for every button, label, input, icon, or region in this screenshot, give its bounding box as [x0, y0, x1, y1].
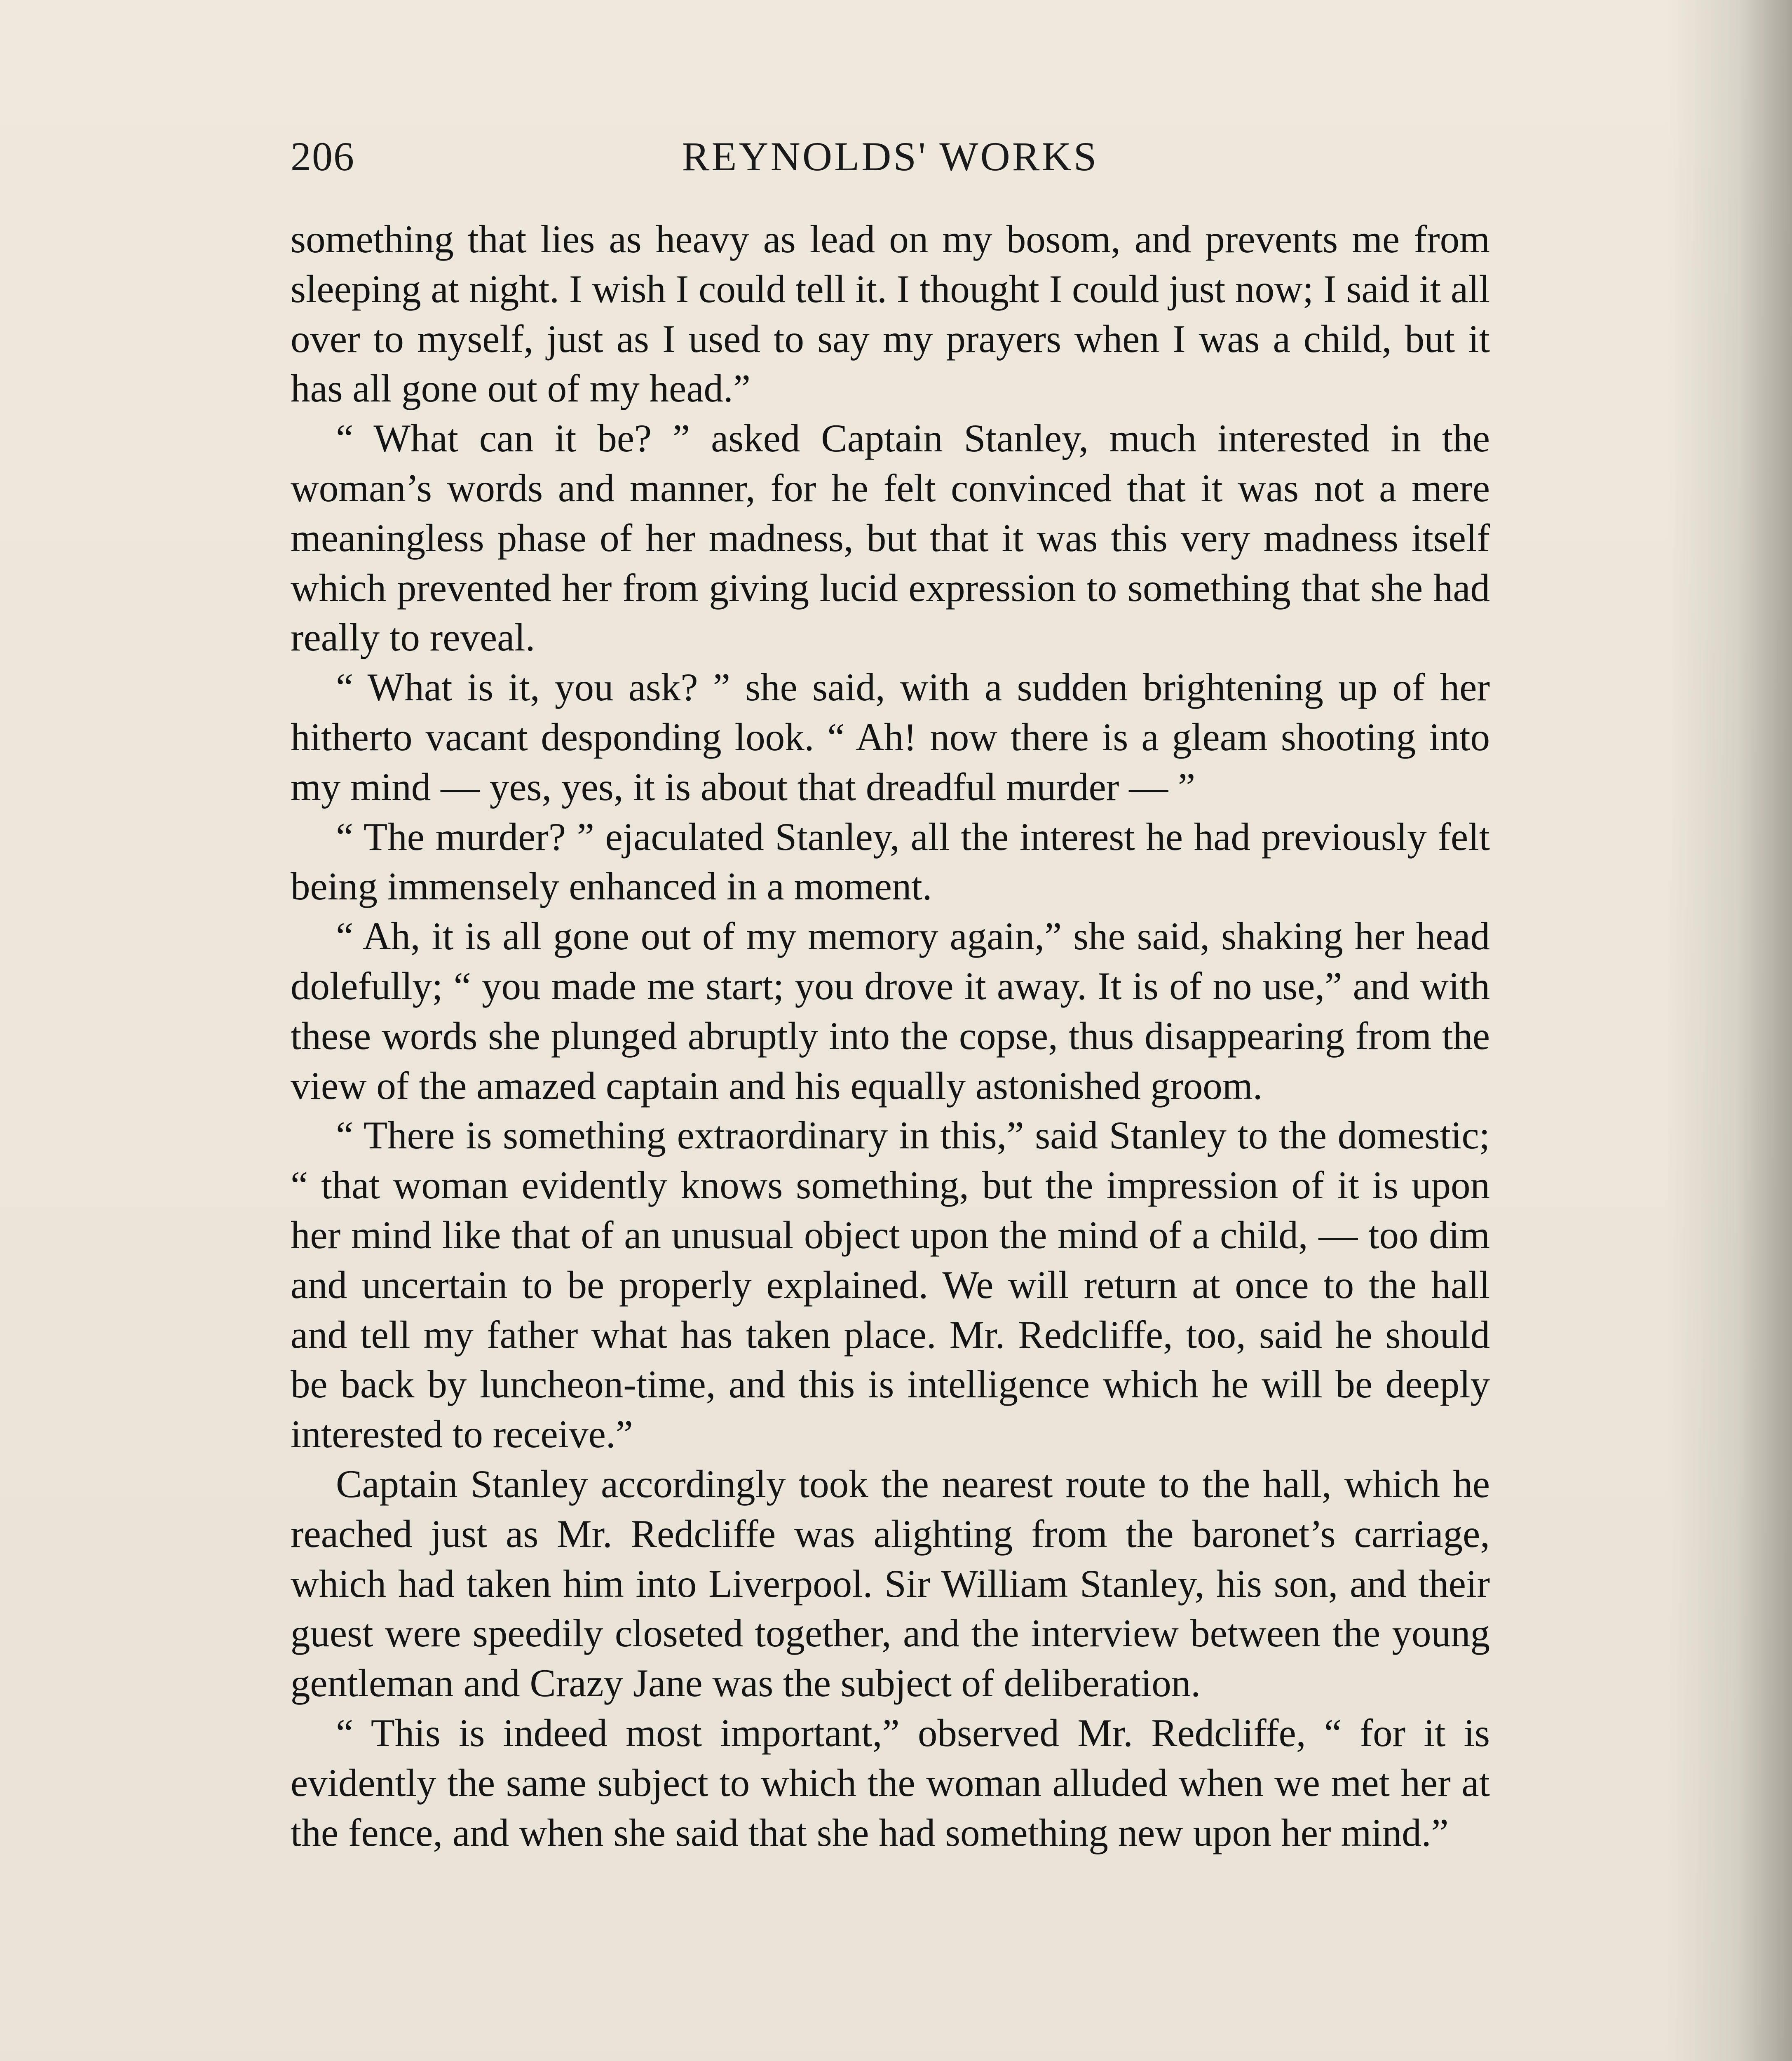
- paragraph-3: “ What is it, you ask? ” she said, with a sudden brightening up of her hitherto vacant desponding look. “ Ah! now there is a gleam shooting into my mind — yes, yes, it is about that dreadful murder — ”: [291, 665, 1490, 809]
- paragraph-1: something that lies as heavy as lead on my bosom, and prevents me from sleeping at night. I wish I could tell it. I thought I could just now; I said it all over to myself, just as I used to say my prayers when I was a child, but it has all gone out of my head.”: [291, 217, 1490, 411]
- paragraph-5: “ Ah, it is all gone out of my memory again,” she said, shaking her head dolefully; “ you made me start; you drove it away. It is of no use,” and with these words she plunged abruptly into the copse, thus disappearing from the view of the amazed captain and his equally astonished groom.: [291, 914, 1490, 1108]
- body-text: [291, 214, 1490, 1857]
- paragraph-4: “ The murder? ” ejaculated Stanley, all the interest he had previously felt being immensely enhanced in a moment.: [291, 815, 1490, 908]
- paragraph-7: Captain Stanley accordingly took the nearest route to the hall, which he reached just as Mr. Redcliffe was alighting from the baronet’s carriage, which had taken him into Liverpool. Sir William Stanley, his son, and their guest were speedily closeted together, and the interview between the young gentleman and Crazy Jane was the subject of deliberation.: [291, 1462, 1490, 1705]
- running-head: [291, 126, 1490, 188]
- paragraph-2: “ What can it be? ” asked Captain Stanley, much interested in the woman’s words and manner, for he felt convinced that it was not a mere meaningless phase of her madness, but that it was this very madness itself which prevented her from giving lucid expression to something that she had really to reveal.: [291, 416, 1490, 660]
- book-title: REYNOLDS' WORKS: [682, 134, 1099, 179]
- paragraph-8: “ This is indeed most important,” observed Mr. Redcliffe, “ for it is evidently the same subject to which the woman alluded when we met her at the fence, and when she said that she had something new upon her mind.”: [291, 1711, 1490, 1854]
- page-number: 206: [291, 134, 355, 179]
- paragraph-6: “ There is something extraordinary in this,” said Stanley to the domestic; “ that woman evidently knows something, but the impression of it is upon her mind like that of an unusual object upon the mind of a child, — too dim and uncertain to be properly explained. We will return at once to the hall and tell my father what has taken place. Mr. Redcliffe, too, said he should be back by luncheon-time, and this is intelligence which he will be deeply interested to receive.”: [291, 1113, 1490, 1456]
